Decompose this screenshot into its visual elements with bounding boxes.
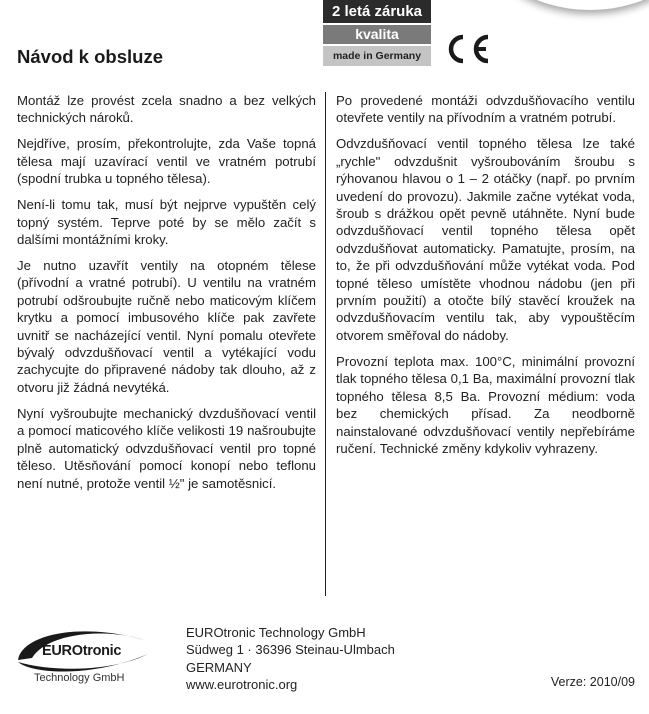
paragraph: Není-li tomu tak, musí být nejprve vypuštěn celý topný systém. Teprve poté by se mělo začít s dalšími montážními kroky. (17, 197, 316, 248)
ce-mark-icon (441, 32, 493, 66)
company-address (186, 624, 395, 693)
warranty-badge: 2 letá záruka (323, 0, 431, 23)
instructions-left-column (17, 92, 316, 501)
company-country: GERMANY (186, 659, 252, 675)
quality-badge: kvalita (323, 25, 431, 44)
version-label: Verze: 2010/09 (550, 675, 635, 689)
paragraph: Je nutno uzavřít ventily na otopném tělese (přívodní a vratné potrubí). U ventilu na vratném potrubí odšroubujte ručně nebo maticovým klíčem krytku a pomocí imbusového klíče pak zavřete uvnitř se nacházející ventil. Nyní pomalu otevřete bývalý odvzdušňovací ventil a vytékající vodu zachycujte do připravené nádoby tak dlouho, až z otvoru již žádná nevytéká. (17, 258, 316, 395)
paragraph: Odvzdušňovací ventil topného tělesa lze také „rychle" odvzdušnit vyšroubováním šroubu s rýhovanou hlavou o 1 – 2 otáčky (např. po prvním uvedení do provozu). Jakmile začne vytékat voda, šroub s drážkou opět pevně utáhněte. Nyní bude odvzdušňovací ventil topného tělesa opět odvzdušňovat automaticky. Pamatujte, prosím, na to, že při odvzdušňování může vytékat voda. Pod topné těleso umístěte vhodnou nádobu (jen při prvním použití) a otočte bílý stavěcí kroužek na odvzdušňovacím ventilu tak, aby vypouštěcím otvorem směřoval do nádoby. (336, 136, 635, 343)
company-website[interactable]: www.eurotronic.org (186, 676, 298, 692)
paragraph: Provozní teplota max. 100°C, minimální provozní tlak topného tělesa 0,1 Ba, maximální provozní tlak topného tělesa 8,5 Ba. Provozní médium: voda bez chemických přísad. Za neodborně nainstalované odvzdušňovací ventily nepřebíráme ručení. Technické změny kdykoliv vyhrazeny. (336, 353, 635, 456)
page-title: Návod k obsluze (17, 46, 163, 67)
quality-badge-stack (323, 0, 431, 66)
paragraph: Montáž lze provést zcela snadno a bez velkých technických nároků. (17, 93, 316, 126)
paragraph: Po provedené montáži odvzdušňovacího ventilu otevřete ventily na přívodním a vratném potrubí. (336, 93, 635, 126)
eurotronic-logo (12, 620, 162, 690)
instructions-right-column (336, 92, 635, 466)
paragraph: Nyní vyšroubujte mechanický dvzdušňovací ventil a pomocí maticového klíče velikosti 19 našroubujte plně automatický odvzdušňovací ventil pro topné těleso. Utěsňování pomocí konopí nebo teflonu není nutné, protože ventil ½" je samotěsnicí. (17, 405, 316, 491)
company-street: Südweg 1 · 36396 Steinau-Ulmbach (186, 642, 395, 658)
decorative-arc (480, 0, 649, 10)
paragraph: Nejdříve, prosím, překontrolujte, zda Vaše topná tělesa mají uzavírací ventil ve vratném potrubí (spodní trubka u topného tělesa). (17, 136, 316, 187)
logo-subtitle: Technology GmbH (34, 672, 125, 684)
column-divider (325, 92, 326, 596)
made-in-germany-badge: made in Germany (323, 46, 431, 66)
company-name: EUROtronic Technology GmbH (186, 625, 366, 640)
logo-wordmark: EUROtronic (42, 643, 122, 659)
